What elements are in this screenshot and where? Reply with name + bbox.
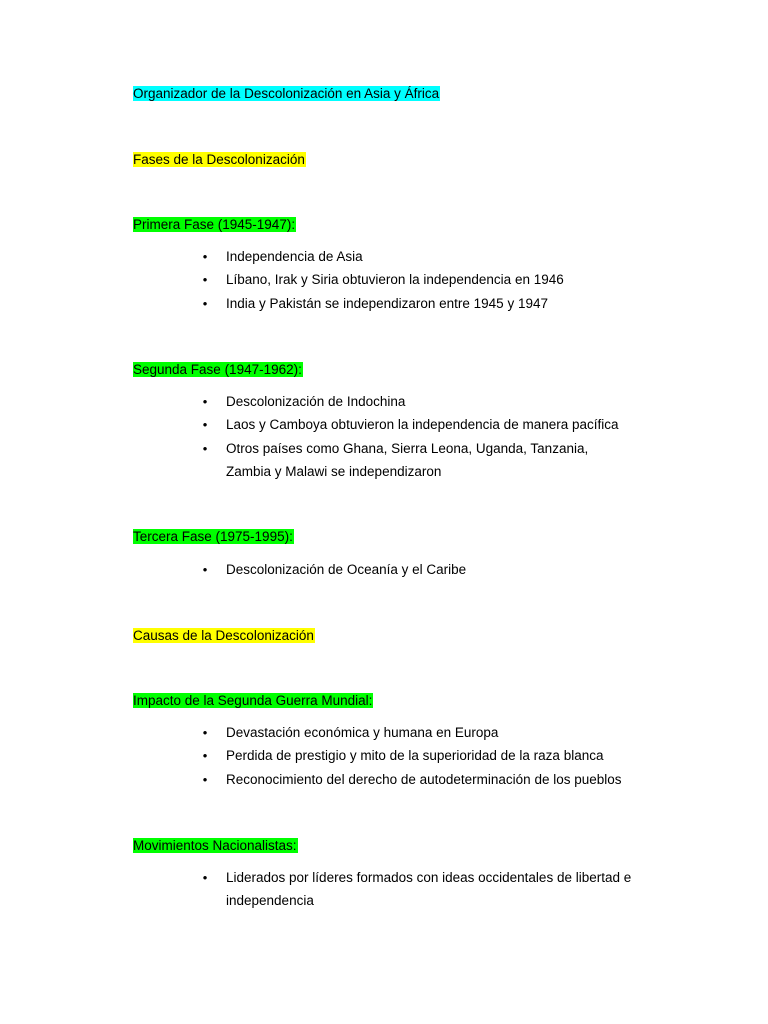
document-title [133, 85, 440, 102]
list-item [200, 768, 660, 791]
list-item [200, 866, 660, 913]
bullet-list-fase3 [200, 558, 660, 581]
subsection-heading-fase1-text: Primera Fase (1945-1947): [133, 217, 296, 232]
subsection-heading-fase1 [133, 216, 296, 233]
list-item [200, 390, 660, 413]
subsection-heading-fase3 [133, 528, 294, 545]
subsection-heading-movimientos [133, 837, 298, 854]
subsection-heading-impacto-text: Impacto de la Segunda Guerra Mundial: [133, 693, 373, 708]
list-item [200, 292, 660, 315]
list-item [200, 721, 660, 744]
list-item-text: India y Pakistán se independizaron entre 1945 y 1947 [226, 295, 548, 311]
list-item [200, 744, 660, 767]
document-title-text: Organizador de la Descolonización en Asia y África [133, 86, 440, 101]
list-item-text: Devastación económica y humana en Europa [226, 725, 499, 740]
list-item [200, 558, 660, 581]
subsection-heading-movimientos-text: Movimientos Nacionalistas: [133, 838, 297, 853]
bullet-list-fase2 [200, 390, 660, 483]
list-item-text: Descolonización de Indochina [226, 394, 406, 409]
bullet-icon: • [202, 440, 208, 456]
bullet-list-impacto [200, 721, 660, 791]
section-heading-fases [133, 151, 306, 168]
list-item-text: Perdida de prestigio y mito de la superioridad de la raza blanca [226, 748, 604, 764]
subsection-heading-fase2 [133, 361, 303, 378]
list-item-text: Líbano, Irak y Siria obtuvieron la independencia en 1946 [226, 272, 564, 288]
list-item-text: Reconocimiento del derecho de autodeterminación de los pueblos [226, 771, 622, 787]
bullet-icon: • [202, 272, 208, 288]
list-item-text: Independencia de Asia [226, 249, 363, 264]
list-item-text: Liderados por líderes formados con ideas occidentales de libertad e independencia [226, 870, 632, 909]
section-heading-causas-text: Causas de la Descolonización [133, 628, 314, 643]
bullet-icon: • [202, 870, 208, 885]
list-item [200, 413, 660, 436]
bullet-list-fase1 [200, 245, 660, 315]
bullet-icon: • [202, 394, 208, 409]
section-heading-causas [133, 627, 315, 644]
bullet-icon: • [202, 562, 208, 577]
list-item [200, 245, 660, 268]
subsection-heading-fase2-text: Segunda Fase (1947-1962): [133, 362, 302, 377]
bullet-icon: • [202, 295, 208, 311]
bullet-icon: • [202, 748, 208, 764]
list-item-text: Descolonización de Oceanía y el Caribe [226, 562, 467, 577]
bullet-list-movimientos [200, 866, 660, 913]
subsection-heading-impacto [133, 692, 373, 709]
subsection-heading-fase3-text: Tercera Fase (1975-1995): [133, 529, 293, 544]
list-item [200, 437, 626, 484]
bullet-icon: • [202, 249, 208, 264]
section-heading-fases-text: Fases de la Descolonización [133, 152, 305, 167]
list-item-text: Laos y Camboya obtuvieron la independencia de manera pacífica [226, 417, 619, 433]
bullet-icon: • [202, 725, 208, 740]
bullet-icon: • [202, 771, 208, 787]
list-item [200, 268, 660, 291]
list-item-text: Otros países como Ghana, Sierra Leona, Uganda, Tanzania, Zambia y Malawi se independizaron [226, 440, 589, 479]
bullet-icon: • [202, 417, 208, 433]
